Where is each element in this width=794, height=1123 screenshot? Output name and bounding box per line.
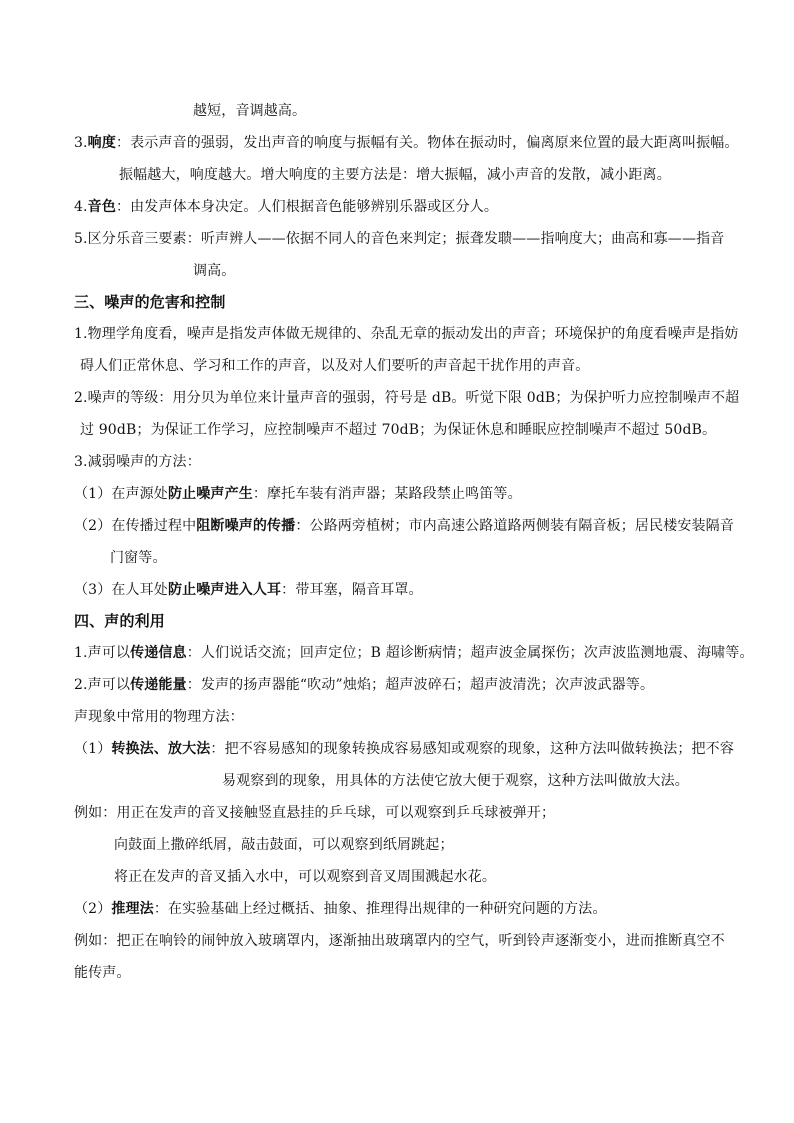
text-line: 调高。 — [193, 263, 236, 279]
list-item: （3）在人耳处防止噪声进入人耳：带耳塞，隔音耳罩。 — [74, 582, 423, 598]
list-item: （2）在传播过程中阻断噪声的传播：公路两旁植树；市内高速公路道路两侧装有隔音板；居民楼安装隔音 — [74, 518, 734, 534]
section-heading-sound-use: 四、声的利用 — [74, 612, 165, 630]
term-timbre: 音色 — [87, 199, 116, 215]
list-item: （1）转换法、放大法：把不容易感知的现象转换成容易感知或观察的现象，这种方法叫做转换法；把不容 — [74, 741, 734, 757]
text-line: 振幅越大，响度越大。增大响度的主要方法是：增大振幅，减小声音的发散，减小距离。 — [119, 167, 671, 183]
example-line: 能传声。 — [74, 965, 131, 981]
text-line: 碍人们正常休息、学习和工作的声音，以及对人们要听的声音起干扰作用的声音。 — [80, 358, 590, 374]
text-line: 过 90dB；为保证工作学习，应控制噪声不超过 70dB；为保证休息和睡眠应控制噪声不超过 50dB。 — [80, 422, 717, 438]
example-line: 将正在发声的音叉插入水中，可以观察到音叉周围溅起水花。 — [114, 869, 497, 885]
text-line: 1.物理学角度看，噪声是指发声体做无规律的、杂乱无章的振动发出的声音；环境保护的角度看噪声是指妨 — [74, 326, 739, 342]
example-line: 向鼓面上撒碎纸屑，敲击鼓面，可以观察到纸屑跳起； — [114, 837, 454, 853]
subheading-noise-reduction: 3.减弱噪声的方法： — [74, 454, 201, 470]
loudness-line: 3.响度：表示声音的强弱，发出声音的响度与振幅有关。物体在振动时，偏离原来位置的最大距离叫振幅。 — [74, 135, 739, 151]
section-heading-noise: 三、噪声的危害和控制 — [74, 293, 226, 311]
text-line: 易观察到的现象，用具体的方法使它放大便于观察，这种方法叫做放大法。 — [222, 773, 689, 789]
text-line: 2.噪声的等级：用分贝为单位来计量声音的强弱，符号是 dB。听觉下限 0dB；为保护听力应控制噪声不超 — [74, 390, 740, 406]
text-line: 越短，音调越高。 — [193, 103, 307, 119]
timbre-line: 4.音色：由发声体本身决定。人们根据音色能够辨别乐器或区分人。 — [74, 199, 499, 215]
example-line: 例如：把正在响铃的闹钟放入玻璃罩内，逐渐抽出玻璃罩内的空气，听到铃声逐渐变小，进而推断真空不 — [74, 933, 725, 949]
text-line: 门窗等。 — [110, 550, 167, 566]
list-item: （2）推理法：在实验基础上经过概括、抽象、推理得出规律的一种研究问题的方法。 — [74, 901, 607, 917]
list-item: 2.声可以传递能量：发声的扬声器能“吹动”烛焰；超声波碎石；超声波清洗；次声波武器等。 — [74, 677, 655, 693]
example-line: 例如：用正在发声的音叉接触竖直悬挂的乒乓球，可以观察到乒乓球被弹开； — [74, 805, 556, 821]
term-loudness: 响度 — [87, 135, 116, 151]
list-item: （1）在声源处防止噪声产生：摩托车装有消声器；某路段禁止鸣笛等。 — [74, 486, 522, 502]
text-line: 5.区分乐音三要素：听声辨人——依据不同人的音色来判定；振聋发聩——指响度大；曲高和寡——指音 — [74, 231, 725, 247]
text-line: 声现象中常用的物理方法： — [74, 709, 244, 725]
list-item: 1.声可以传递信息：人们说话交流；回声定位；B 超诊断病情；超声波金属探伤；次声波监测地震、海啸等。 — [74, 645, 754, 661]
